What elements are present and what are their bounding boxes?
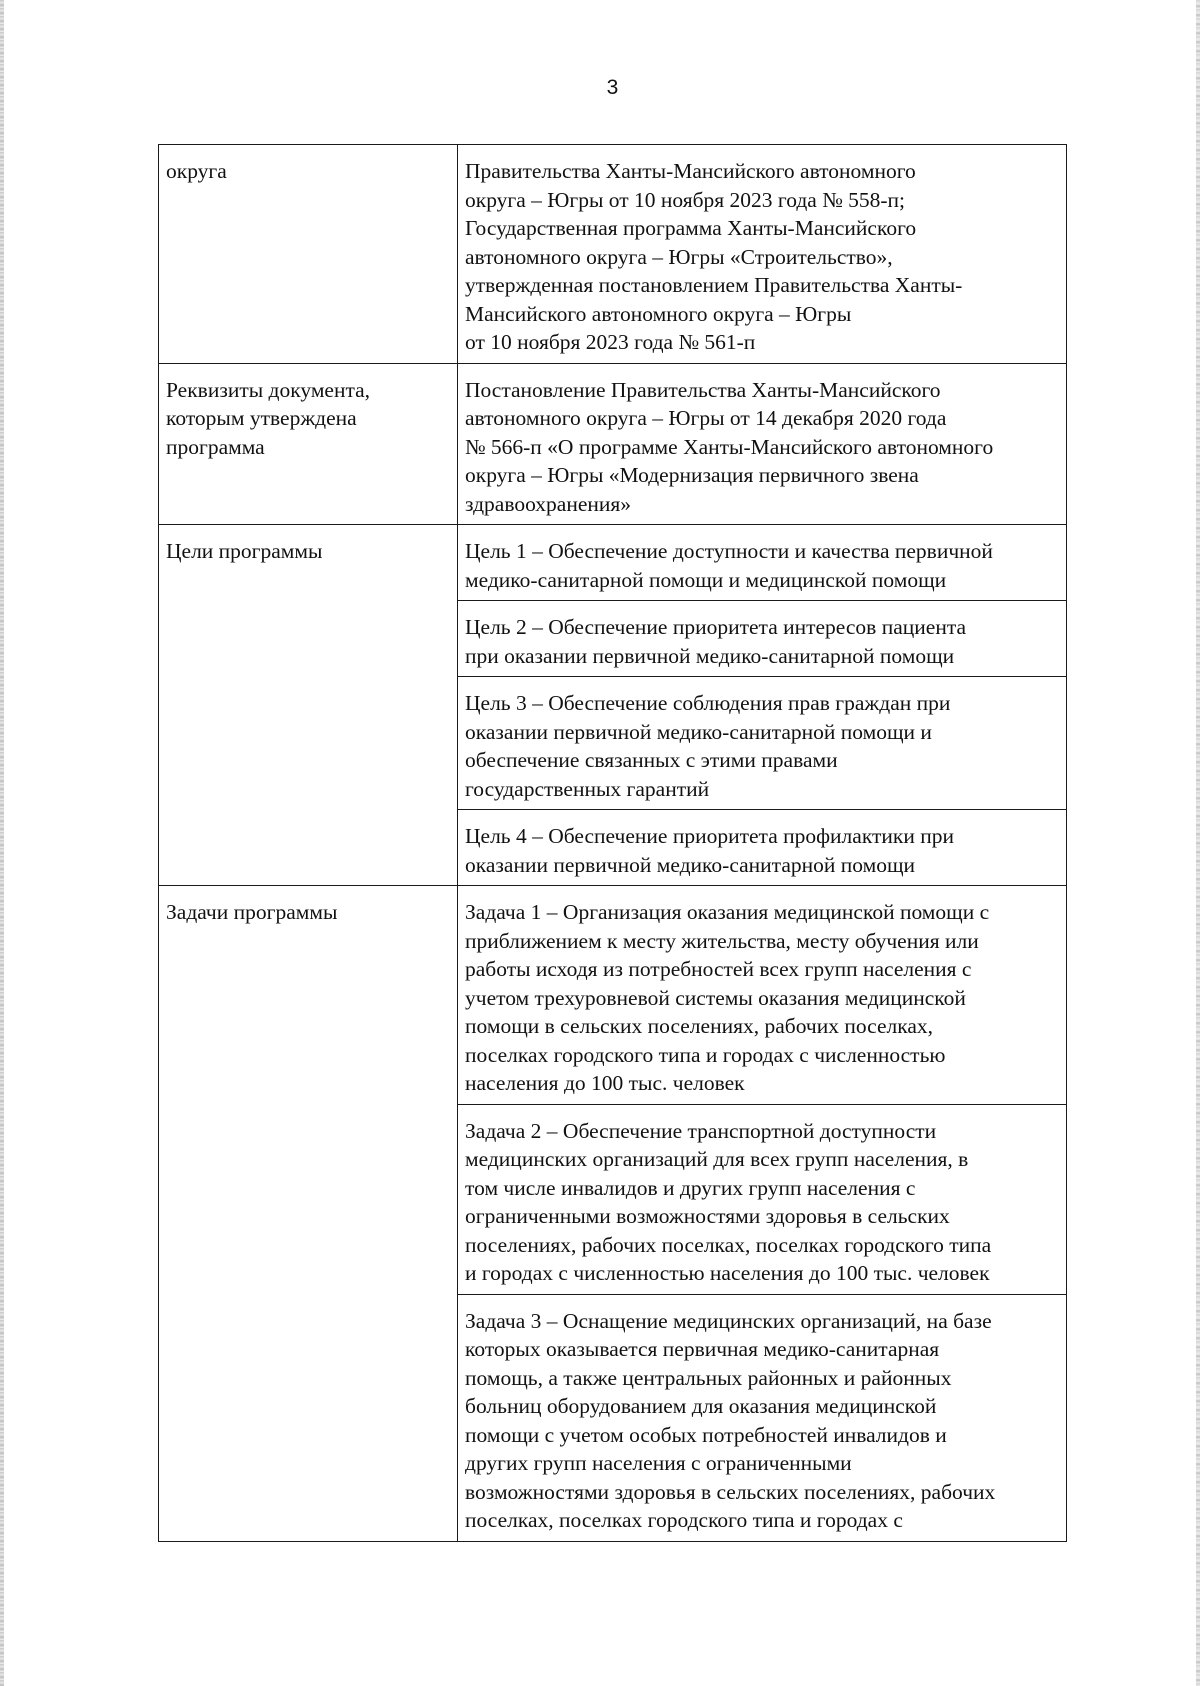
row-label-cell [159,525,458,886]
row-value: Правительства Ханты-Мансийского автономного округа – Югры от 10 ноября 2023 года № 558-п; Государственная программа Ханты-Мансийского автономного округа – Югры «Строительство», утвержденная постановлением Правительства Ханты- Мансийского автономного округа – Югры от 10 ноября 2023 года № 561-п [465,159,963,354]
row-label-cell [159,145,458,364]
goal-cell [458,677,1067,810]
goal-text: Цель 3 – Обеспечение соблюдения прав граждан при оказании первичной медико-санитарной помощи и обеспечение связанных с этими правами государственных гарантий [465,691,951,801]
row-label: округа [166,159,227,183]
row-label: Реквизиты документа, которым утверждена программа [166,377,371,459]
task-cell [458,886,1067,1105]
task-text: Задача 3 – Оснащение медицинских организаций, на базе которых оказывается первичная медико-санитарная помощь, а также центральных районных и районных больниц оборудованием для оказания медицинской помощи с учетом особых потребностей инвалидов и других групп населения с ограниченными возможностями здоровья в сельских поселениях, рабочих поселках, поселках городского типа и городах с [465,1308,996,1532]
task-cell [458,1294,1067,1541]
row-value-cell [458,363,1067,525]
scan-edge-left [0,0,4,1686]
scan-edge-right [1196,0,1200,1686]
goal-cell [458,810,1067,886]
row-label-cell [159,363,458,525]
table-row [159,525,1067,601]
goal-cell [458,601,1067,677]
row-value: Постановление Правительства Ханты-Мансийского автономного округа – Югры от 14 декабря 2020 года № 566-п «О программе Ханты-Мансийского автономного округа – Югры «Модернизация первичного звена здравоохранения» [465,377,994,516]
goal-text: Цель 4 – Обеспечение приоритета профилактики при оказании первичной медико-санитарной помощи [465,824,954,877]
goal-text: Цель 2 – Обеспечение приоритета интересов пациента при оказании первичной медико-санитарной помощи [465,615,967,668]
table-row [159,363,1067,525]
program-passport-table [158,144,1067,1542]
table-row [159,145,1067,364]
row-label: Цели программы [166,539,323,563]
row-label-cell [159,886,458,1542]
page-number: 3 [606,76,619,99]
goal-text: Цель 1 – Обеспечение доступности и качества первичной медико-санитарной помощи и медицинской помощи [465,539,993,592]
task-text: Задача 1 – Организация оказания медицинской помощи с приближением к месту жительства, месту обучения или работы исходя из потребностей всех групп населения с учетом трехуровневой системы оказания медицинской помощи в сельских поселениях, рабочих поселках, поселках городского типа и городах с численностью населения до 100 тыс. человек [465,900,990,1095]
table-row [159,886,1067,1105]
row-value-cell [458,145,1067,364]
row-label: Задачи программы [166,900,338,924]
goal-cell [458,525,1067,601]
task-text: Задача 2 – Обеспечение транспортной доступности медицинских организаций для всех групп населения, в том числе инвалидов и других групп населения с ограниченными возможностями здоровья в сельских поселениях, рабочих поселках, поселках городского типа и городах с численностью населения до 100 тыс. человек [465,1118,992,1285]
task-cell [458,1104,1067,1294]
